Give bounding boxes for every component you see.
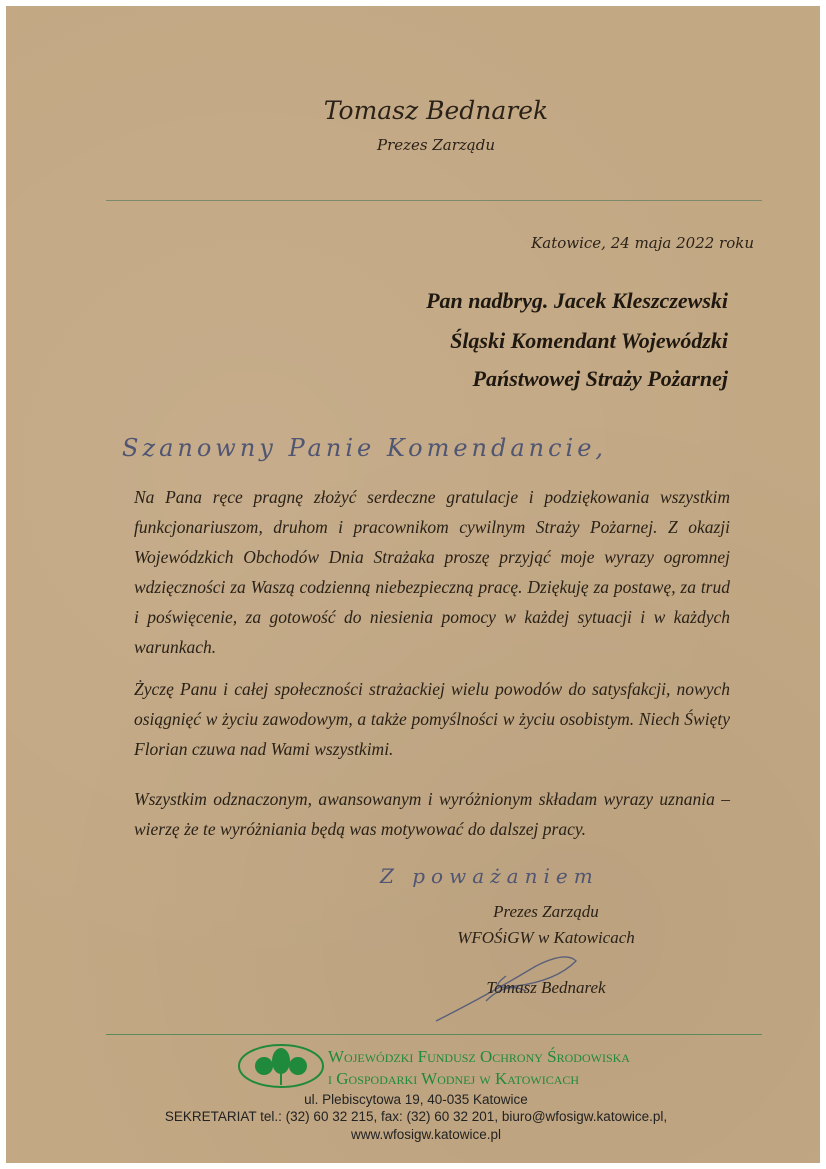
addressee-line-2: Śląski Komendant Wojewódzki xyxy=(450,328,728,353)
handwritten-salutation: Szanowny Panie Komendancie, xyxy=(122,434,608,462)
addressee-line-1: Pan nadbryg. Jacek Kleszczewski xyxy=(426,288,728,313)
body-paragraph-1: Na Pana ręce pragnę złożyć serdeczne gratulacje i podziękowania wszystkim funkcjonariuszom, druhom i pracownikom cywilnym Straży Pożarnej. Z okazji Wojewódzkich Obchodów Dnia Strażaka proszę przyjąć moje wyrazy ogromnej wdzięczności za Waszą codzienną niebezpieczną pracę. Dziękuję za postawę, za trud i poświęcenie, za gotowość do niesienia pomocy w każdej sytuacji i w każdych warunkach. xyxy=(134,487,730,657)
footer-contact: SEKRETARIAT tel.: (32) 60 32 215, fax: (32) 60 32 201, biuro@wfosigw.katowice.pl, xyxy=(164,1109,668,1124)
footer-website[interactable]: www.wfosigw.katowice.pl xyxy=(350,1127,502,1142)
signature-name: Tomasz Bednarek xyxy=(486,978,606,997)
footer-divider xyxy=(106,1034,762,1035)
header-divider xyxy=(106,200,762,201)
footer-org-line-1: Wojewódzki Fundusz Ochrony Środowiska xyxy=(328,1047,630,1066)
addressee-line-3: Państwowej Straży Pożarnej xyxy=(472,366,728,391)
letter-page xyxy=(6,6,820,1163)
body-paragraph-2: Życzę Panu i całej społeczności strażackiej wielu powodów do satysfakcji, nowych osiągnięć w życiu zawodowym, a także pomyślności w życiu osobistym. Niech Święty Florian czuwa nad Wami wszystkimi. xyxy=(134,679,730,759)
footer-org-line-2: i Gospodarki Wodnej w Katowicach xyxy=(328,1069,580,1088)
letter-date: Katowice, 24 maja 2022 roku xyxy=(531,234,754,252)
body-paragraph-3: Wszystkim odznaczonym, awansowanym i wyróżnionym składam wyrazy uznania – wierzę że te wyróżniania będą was motywować do dalszej pracy. xyxy=(134,789,730,839)
handwritten-closing: Z poważaniem xyxy=(380,864,599,888)
signature-role: Prezes Zarządu xyxy=(493,902,599,921)
signature-org: WFOŚiGW w Katowicach xyxy=(457,928,635,947)
footer-address: ul. Plebiscytowa 19, 40-035 Katowice xyxy=(304,1092,528,1107)
header-name: Tomasz Bednarek xyxy=(323,96,549,125)
header-role: Prezes Zarządu xyxy=(376,136,496,154)
wfosigw-logo xyxy=(236,1041,326,1091)
